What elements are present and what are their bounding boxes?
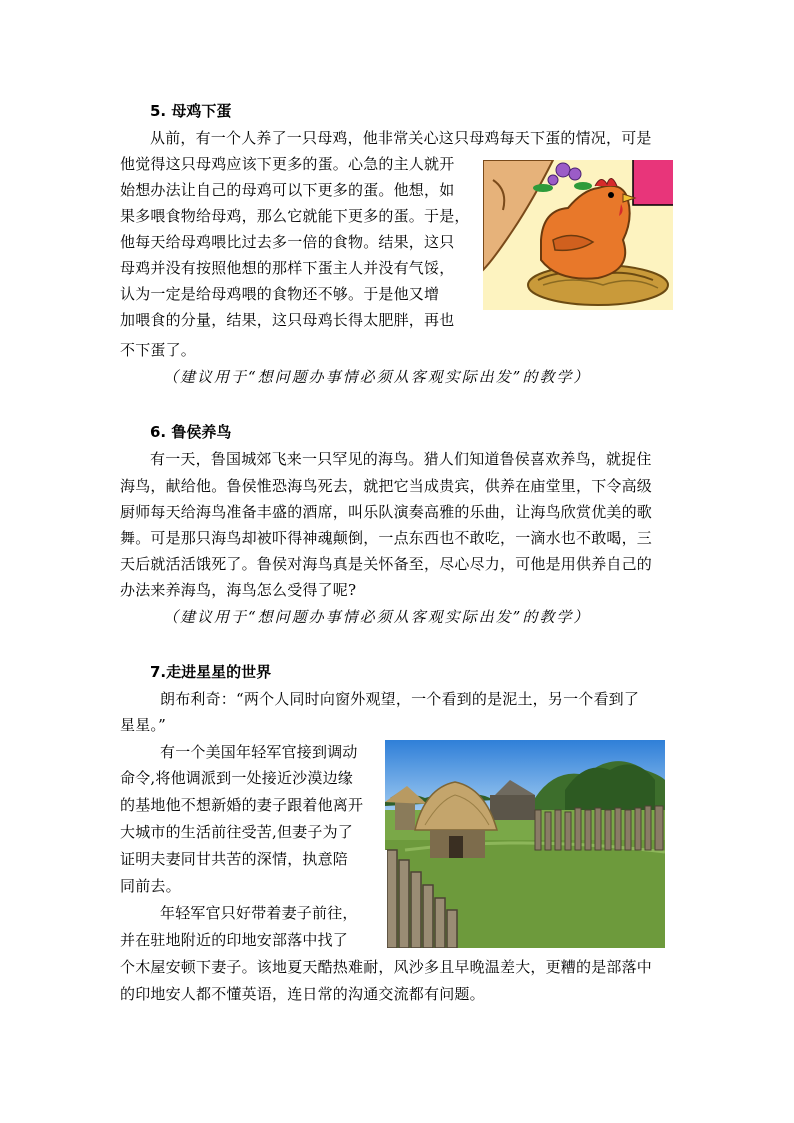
- paragraph-line: 个木屋安顿下妻子。该地夏天酷热难耐，风沙多且早晚温差大，更糟的是部落中: [120, 958, 653, 976]
- paragraph-line: 并在驻地附近的印地安部落中找了: [120, 931, 349, 949]
- section-heading-7: 7.走进星星的世界: [150, 663, 272, 681]
- paragraph-line: 同前去。: [120, 877, 181, 895]
- paragraph-line: 朗布利奇：“两个人同时向窗外观望，一个看到的是泥土，另一个看到了: [160, 690, 640, 708]
- paragraph-line: 的印地安人都不懂英语，连日常的沟通交流都有问题。: [120, 985, 485, 1003]
- paragraph-line: 始想办法让自己的母鸡可以下更多的蛋。他想，如: [120, 181, 455, 199]
- paragraph-line: 有一个美国年轻军官接到调动: [160, 743, 358, 761]
- paragraph-line: 不下蛋了。: [120, 341, 197, 359]
- paragraph-line: 他每天给母鸡喂比过去多一倍的食物。结果，这只: [120, 233, 455, 251]
- paragraph-line: 有一天，鲁国城郊飞来一只罕见的海鸟。猎人们知道鲁侯喜欢养鸟，就捉住: [150, 450, 652, 468]
- usage-note: （建议用于“想问题办事情必须从客观实际出发”的教学）: [163, 368, 591, 386]
- paragraph-line: 星星。”: [120, 716, 166, 734]
- paragraph-line: 母鸡并没有按照他想的那样下蛋主人并没有气馁，: [120, 259, 455, 277]
- section-heading-5: 5. 母鸡下蛋: [150, 102, 232, 120]
- paragraph-line: 舞。可是那只海鸟却被吓得神魂颠倒，一点东西也不敢吃，一滴水也不敢喝，三: [120, 529, 653, 547]
- paragraph-line: 厨师每天给海鸟准备丰盛的酒席，叫乐队演奏高雅的乐曲，让海鸟欣赏优美的歌: [120, 503, 653, 521]
- paragraph-line: 命令,将他调派到一处接近沙漠边缘: [120, 769, 353, 787]
- paragraph-line: 办法来养海鸟，海鸟怎么受得了呢?: [120, 581, 357, 599]
- paragraph-line: 从前，有一个人养了一只母鸡，他非常关心这只母鸡每天下蛋的情况，可是: [150, 129, 652, 147]
- usage-note: （建议用于“想问题办事情必须从客观实际出发”的教学）: [163, 608, 591, 626]
- paragraph-line: 大城市的生活前往受苦,但妻子为了: [120, 823, 353, 841]
- paragraph-line: 天后就活活饿死了。鲁侯对海鸟真是关怀备至，尽心尽力，可他是用供养自己的: [120, 555, 653, 573]
- paragraph-line: 海鸟，献给他。鲁侯惟恐海鸟死去，就把它当成贵宾，供养在庙堂里，下令高级: [120, 477, 653, 495]
- section-heading-6: 6. 鲁侯养鸟: [150, 423, 232, 441]
- paragraph-line: 果多喂食物给母鸡，那么它就能下更多的蛋。于是，: [120, 207, 470, 225]
- paragraph-line: 他觉得这只母鸡应该下更多的蛋。心急的主人就开: [120, 155, 455, 173]
- village-photo: [385, 740, 665, 948]
- paragraph-line: 加喂食的分量，结果，这只母鸡长得太肥胖，再也: [120, 311, 455, 329]
- hen-illustration: [483, 160, 673, 310]
- paragraph-line: 认为一定是给母鸡喂的食物还不够。于是他又增: [120, 285, 440, 303]
- paragraph-line: 的基地他不想新婚的妻子跟着他离开: [120, 796, 364, 814]
- paragraph-line: 年轻军官只好带着妻子前往，: [160, 904, 358, 922]
- paragraph-line: 证明夫妻同甘共苦的深情，执意陪: [120, 850, 349, 868]
